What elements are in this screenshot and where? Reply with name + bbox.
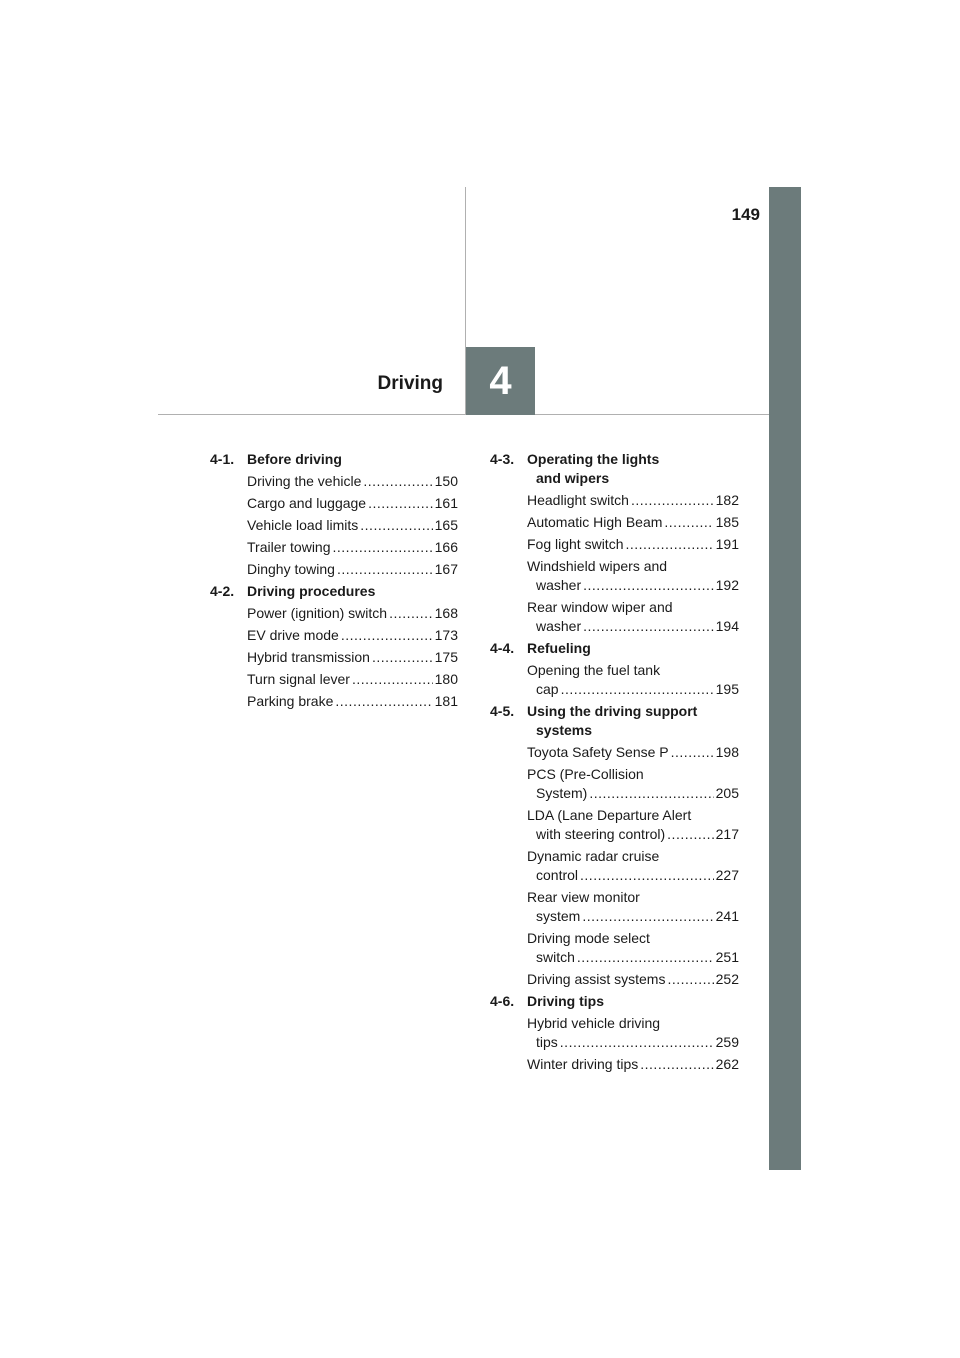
toc-entry-page: 168 xyxy=(434,605,458,621)
toc-entry-text: LDA (Lane Departure Alert xyxy=(527,807,692,823)
toc-column-right xyxy=(490,450,739,1077)
toc-entry[interactable] xyxy=(527,765,739,803)
toc-entry-text: Hybrid vehicle driving xyxy=(527,1015,661,1031)
toc-entry-page: 191 xyxy=(715,536,739,552)
dot-leader xyxy=(582,907,713,926)
toc-entry-text: Dynamic radar cruise xyxy=(527,848,660,864)
toc-entry-page: 241 xyxy=(715,908,739,924)
toc-entry-page: 185 xyxy=(715,514,739,530)
dot-leader xyxy=(561,680,714,699)
toc-section xyxy=(210,450,458,579)
toc-entry-page: 198 xyxy=(715,744,739,760)
toc-section xyxy=(490,992,739,1074)
toc-entry[interactable] xyxy=(247,516,458,535)
toc-entry-text: washer xyxy=(536,577,582,593)
dot-leader xyxy=(368,494,433,513)
dot-leader xyxy=(671,743,714,762)
toc-entry-text: Hybrid transmission xyxy=(247,649,370,665)
toc-section xyxy=(490,702,739,989)
toc-entry-text: Driving mode select xyxy=(527,930,650,946)
toc-entry-page: 150 xyxy=(434,473,458,489)
toc-entry-text: system xyxy=(536,908,581,924)
toc-entry-page: 251 xyxy=(715,949,739,965)
toc-entry[interactable] xyxy=(247,494,458,513)
toc-entry[interactable] xyxy=(527,970,739,989)
toc-entry-page: 259 xyxy=(715,1034,739,1050)
toc-entry-text: Dinghy towing xyxy=(247,561,335,577)
section-number: 4-1. xyxy=(210,451,235,467)
toc-entry-text: System) xyxy=(536,785,588,801)
toc-entry[interactable] xyxy=(527,847,739,885)
section-title-line: Using the driving support xyxy=(527,703,698,719)
toc-entry[interactable] xyxy=(247,626,458,645)
section-title xyxy=(527,702,739,740)
toc-entry-text: PCS (Pre-Collision xyxy=(527,766,644,782)
toc-entry[interactable] xyxy=(527,661,739,699)
toc-entry-page: 173 xyxy=(434,627,458,643)
toc-entry-text: Rear window wiper and xyxy=(527,599,673,615)
toc-entry[interactable] xyxy=(527,557,739,595)
toc-entry-text: switch xyxy=(536,949,575,965)
toc-section-heading[interactable] xyxy=(490,639,739,658)
toc-entry[interactable] xyxy=(527,888,739,926)
toc-entry-page: 161 xyxy=(434,495,458,511)
toc-entry-text: Cargo and luggage xyxy=(247,495,367,511)
dot-leader xyxy=(360,516,432,535)
dot-leader xyxy=(335,692,432,711)
toc-section-heading[interactable] xyxy=(490,450,739,488)
toc-entry-page: 227 xyxy=(715,867,739,883)
section-title xyxy=(527,992,739,1011)
toc-entry-text: Driving assist systems xyxy=(527,971,666,987)
toc-entry[interactable] xyxy=(247,648,458,667)
toc-entry-page: 165 xyxy=(434,517,458,533)
toc-entry-text: Rear view monitor xyxy=(527,889,640,905)
toc-section-heading[interactable] xyxy=(490,992,739,1011)
toc-entry-page: 166 xyxy=(434,539,458,555)
toc-entry-page: 205 xyxy=(715,785,739,801)
toc-entry[interactable] xyxy=(527,513,739,532)
toc-entry-text: Parking brake xyxy=(247,693,334,709)
dot-leader xyxy=(583,576,714,595)
dot-leader xyxy=(560,1033,714,1052)
toc-entry[interactable] xyxy=(247,692,458,711)
section-title-line: Operating the lights xyxy=(527,451,660,467)
toc-entry[interactable] xyxy=(527,929,739,967)
dot-leader xyxy=(352,670,433,689)
chapter-side-tab xyxy=(769,187,801,1170)
toc-section xyxy=(490,450,739,636)
dot-leader xyxy=(580,866,714,885)
toc-entry-text: Trailer towing xyxy=(247,539,331,555)
toc-entry-page: 195 xyxy=(715,681,739,697)
toc-entry-text: with steering control) xyxy=(536,826,666,842)
chapter-number-box: 4 xyxy=(466,347,535,415)
section-number: 4-6. xyxy=(490,993,515,1009)
toc-entry-page: 192 xyxy=(715,577,739,593)
toc-entry-text: Power (ignition) switch xyxy=(247,605,388,621)
dot-leader xyxy=(667,825,713,844)
toc-column-left xyxy=(210,450,458,714)
toc-entry-page: 252 xyxy=(715,971,739,987)
section-title-line: systems xyxy=(536,722,593,738)
toc-entry[interactable] xyxy=(527,806,739,844)
section-number: 4-2. xyxy=(210,583,235,599)
toc-entry-text: Windshield wipers and xyxy=(527,558,668,574)
toc-entry[interactable] xyxy=(247,472,458,491)
toc-entry[interactable] xyxy=(527,598,739,636)
toc-entry[interactable] xyxy=(527,491,739,510)
dot-leader xyxy=(664,513,713,532)
dot-leader xyxy=(372,648,433,667)
section-title-line: Before driving xyxy=(247,451,342,467)
dot-leader xyxy=(631,491,714,510)
page-number: 149 xyxy=(731,205,760,224)
section-number: 4-3. xyxy=(490,451,515,467)
dot-leader xyxy=(583,617,714,636)
toc-entry-page: 180 xyxy=(434,671,458,687)
section-title-line: Driving tips xyxy=(527,993,605,1009)
toc-entry-text: tips xyxy=(536,1034,558,1050)
dot-leader xyxy=(333,538,433,557)
chapter-title: Driving xyxy=(377,373,443,394)
toc-entry-text: Headlight switch xyxy=(527,492,629,508)
toc-entry-text: Winter driving tips xyxy=(527,1056,639,1072)
dot-leader xyxy=(337,560,433,579)
dot-leader xyxy=(577,948,714,967)
toc-entry-text: Toyota Safety Sense P xyxy=(527,744,669,760)
toc-entry[interactable] xyxy=(527,1014,739,1052)
dot-leader xyxy=(363,472,432,491)
toc-entry-text: washer xyxy=(536,618,582,634)
dot-leader xyxy=(640,1055,713,1074)
toc-entry-page: 167 xyxy=(434,561,458,577)
toc-section xyxy=(490,639,739,699)
section-number: 4-4. xyxy=(490,640,515,656)
toc-section-heading[interactable] xyxy=(210,582,458,601)
toc-entry[interactable] xyxy=(247,538,458,557)
toc-entry-text: Opening the fuel tank xyxy=(527,662,661,678)
section-number: 4-5. xyxy=(490,703,515,719)
toc-section-heading[interactable] xyxy=(210,450,458,469)
toc-entry-text: control xyxy=(536,867,579,883)
toc-section-heading[interactable] xyxy=(490,702,739,740)
section-title xyxy=(527,450,739,488)
section-title-line: and wipers xyxy=(536,470,610,486)
section-title-line: Driving procedures xyxy=(247,583,376,599)
section-title xyxy=(527,639,739,658)
toc-entry-text: cap xyxy=(536,681,559,697)
dot-leader xyxy=(667,970,713,989)
header-horizontal-rule xyxy=(158,414,769,415)
section-title xyxy=(247,582,458,601)
toc-entry[interactable] xyxy=(247,604,458,623)
toc-entry-text: Vehicle load limits xyxy=(247,517,359,533)
dot-leader xyxy=(625,535,713,554)
toc-entry-text: EV drive mode xyxy=(247,627,339,643)
toc-entry[interactable] xyxy=(527,535,739,554)
section-title xyxy=(247,450,458,469)
toc-entry[interactable] xyxy=(527,1055,739,1074)
toc-entry-page: 175 xyxy=(434,649,458,665)
dot-leader xyxy=(341,626,433,645)
toc-entry[interactable] xyxy=(247,560,458,579)
toc-entry-text: Automatic High Beam xyxy=(527,514,663,530)
section-title-line: Refueling xyxy=(527,640,591,656)
toc-entry-page: 262 xyxy=(715,1056,739,1072)
toc-entry-text: Driving the vehicle xyxy=(247,473,362,489)
toc-entry-text: Fog light switch xyxy=(527,536,624,552)
toc-entry-page: 194 xyxy=(715,618,739,634)
toc-section xyxy=(210,582,458,711)
dot-leader xyxy=(389,604,433,623)
dot-leader xyxy=(589,784,713,803)
toc-entry-text: Turn signal lever xyxy=(247,671,350,687)
toc-entry-page: 181 xyxy=(434,693,458,709)
toc-entry-page: 182 xyxy=(715,492,739,508)
toc-entry-page: 217 xyxy=(715,826,739,842)
toc-entry[interactable] xyxy=(247,670,458,689)
toc-entry[interactable] xyxy=(527,743,739,762)
